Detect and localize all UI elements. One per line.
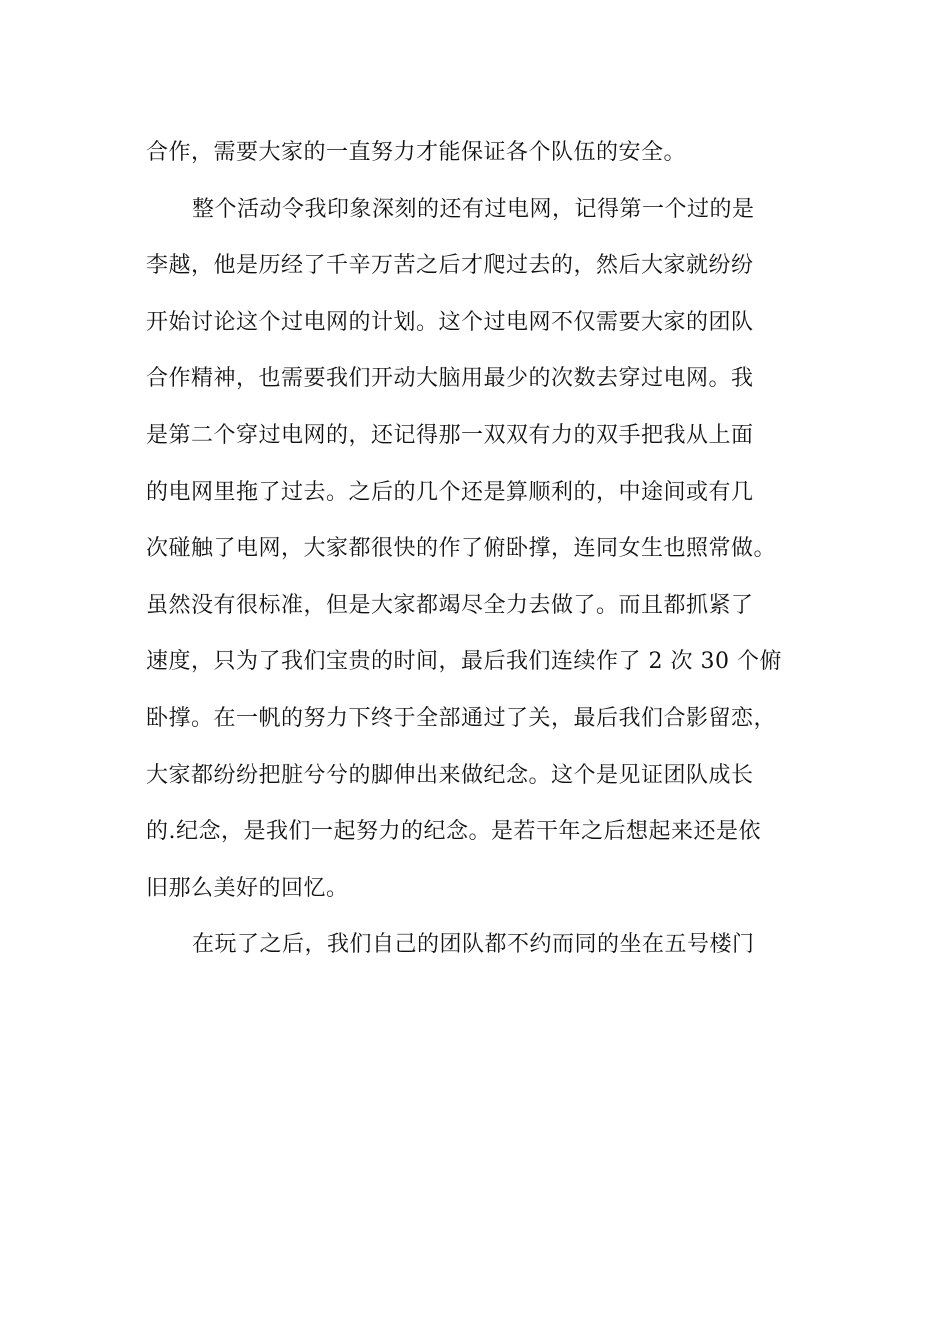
text-line: 合作，需要大家的一直努力才能保证各个队伍的安全。 [146, 140, 687, 165]
body-text [146, 133, 826, 982]
text-line: 速度，只为了我们宝贵的时间，最后我们连续作了 2 次 30 个俯 [146, 649, 782, 675]
paragraph-start-line: 在玩了之后，我们自己的团队都不约而同的坐在五号楼门 [192, 932, 755, 958]
text-line: 虽然没有很标准，但是大家都竭尽全力去做了。而且都抓紧了 [146, 592, 754, 618]
text-line: 大家都纷纷把脏兮兮的脚伸出来做纪念。这个是见证团队成长 [146, 762, 754, 788]
text-line: 的电网里拖了过去。之后的几个还是算顺利的，中途间或有几 [146, 479, 754, 505]
text-line: 合作精神，也需要我们开动大脑用最少的次数去穿过电网。我 [146, 366, 754, 392]
text-line: 次碰触了电网，大家都很快的作了俯卧撑，连同女生也照常做。 [146, 536, 777, 562]
text-line: 卧撑。在一帆的努力下终于全部通过了关，最后我们合影留恋， [146, 705, 777, 731]
text-line: 的.纪念，是我们一起努力的纪念。是若干年之后想起来还是依 [146, 819, 761, 845]
text-line: 开始讨论这个过电网的计划。这个过电网不仅需要大家的团队 [146, 309, 754, 335]
text-line: 旧那么美好的回忆。 [146, 875, 349, 901]
paragraph-start-line: 整个活动令我印象深刻的还有过电网，记得第一个过的是 [192, 196, 755, 222]
text-line: 李越，他是历经了千辛万苦之后才爬过去的，然后大家就纷纷 [146, 253, 754, 279]
text-line: 是第二个穿过电网的，还记得那一双双有力的双手把我从上面 [146, 422, 754, 448]
